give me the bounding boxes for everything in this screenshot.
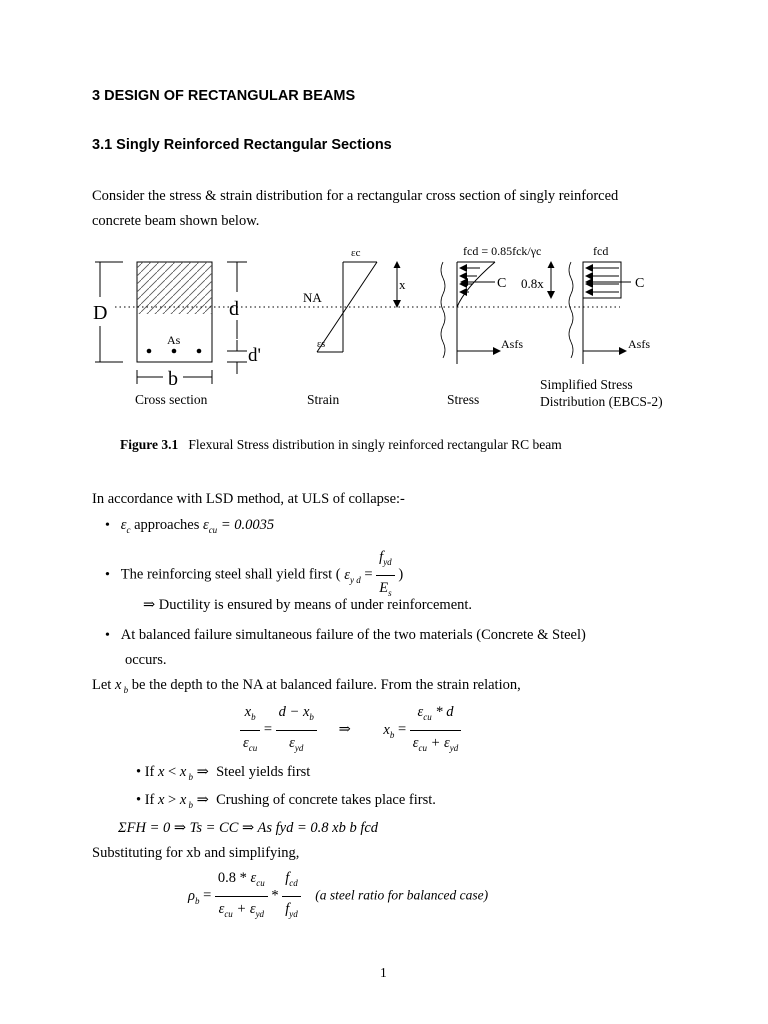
- rho-note: (a steel ratio for balanced case): [315, 887, 489, 903]
- label-b: b: [168, 368, 178, 390]
- label-C-simplified: C: [635, 276, 645, 291]
- rebar-dot: [172, 349, 177, 354]
- page-number: 1: [380, 965, 387, 980]
- label-NA: NA: [303, 290, 322, 305]
- label-As: As: [167, 333, 181, 347]
- fyd-over-Es-fraction: $\frac{f_{yd}}{E_s}$: [376, 545, 395, 606]
- label-fcd: fcd: [593, 244, 609, 258]
- figure-caption-text: Flexural Stress distribution in singly reinforced rectangular RC beam: [188, 437, 562, 452]
- label-eps-c: εc: [351, 247, 361, 259]
- xb-definition: Let x $_b$ be the depth to the NA at balanced failure. From the strain relation,: [92, 677, 521, 695]
- stress-diagram: [441, 244, 541, 407]
- balanced-strain-equation: $\frac{x_b}{\varepsilon_{cu}}$ = $\frac{d - x_b}{\varepsilon_{yd}}$ ⇒ $x_b$ = $\frac{\varepsilon_{cu} * d}{\varepsilon_{cu} + \varepsilon_{yd}}$: [240, 700, 461, 750]
- label-D: D: [93, 302, 108, 324]
- lsd-intro: In accordance with LSD method, at ULS of collapse:-: [92, 491, 405, 507]
- chapter-heading: 3 DESIGN OF RECTANGULAR BEAMS: [92, 88, 356, 104]
- figure-caption: [120, 437, 562, 453]
- label-x: x: [399, 277, 406, 292]
- rebar-dot: [197, 349, 202, 354]
- condition-2: • If x > x $_b$ ⇒ Crushing of concrete takes place first.: [136, 792, 436, 810]
- caption-strain: Strain: [307, 392, 340, 407]
- condition-1: • If x < x $_b$ ⇒ Steel yields first: [136, 764, 311, 782]
- label-C-stress: C: [497, 276, 507, 291]
- force-equilibrium: ΣFH = 0 ⇒ Ts = CC ⇒ As fyd = 0.8 xb b fcd: [118, 820, 379, 836]
- label-Asfs-simplified: Asfs: [628, 337, 651, 351]
- label-Asfs-stress: Asfs: [501, 337, 524, 351]
- label-eps-s: εs: [317, 339, 326, 350]
- intro-line-1: Consider the stress & strain distribution for a rectangular cross section of singly reinforced: [92, 188, 619, 204]
- caption-simplified-1: Simplified Stress: [540, 377, 633, 392]
- caption-simplified-2: Distribution (EBCS-2): [540, 394, 663, 409]
- intro-line-2: concrete beam shown below.: [92, 213, 260, 229]
- balanced-steel-ratio-equation: $\rho_b$ = $\frac{0.8 * \varepsilon_{cu}}{\varepsilon_{cu} + \varepsilon_{yd}}$ * $\frac{f_{cd}}{f_{yd}}$ (a steel ratio for balanced case): [188, 866, 488, 914]
- bullet-3-line-2: occurs.: [125, 652, 167, 668]
- bullet-2: • The reinforcing steel shall yield first ( $\varepsilon_{y d}$ = $\frac{f_{yd}}{E_s}$ ): [105, 545, 403, 585]
- figure-3-1: [85, 240, 705, 415]
- strain-diagram: [303, 247, 406, 407]
- cross-section: [93, 262, 261, 407]
- caption-cross-section: Cross section: [135, 392, 208, 407]
- substitution-line: Substituting for xb and simplifying,: [92, 845, 300, 861]
- label-0-8x: 0.8x: [521, 276, 544, 291]
- ductility-line: ⇒ Ductility is ensured by means of under reinforcement.: [143, 597, 473, 613]
- caption-stress: Stress: [447, 392, 480, 407]
- label-fcd-equation: fcd = 0.85fck/γc: [463, 244, 542, 258]
- label-d: d: [229, 298, 239, 320]
- simplified-stress-diagram: [521, 244, 663, 409]
- figure-caption-label: Figure 3.1: [120, 437, 179, 452]
- label-d-prime: d': [248, 345, 261, 366]
- section-heading: 3.1 Singly Reinforced Rectangular Sections: [92, 137, 392, 153]
- bullet-3: • At balanced failure simultaneous failure of the two materials (Concrete & Steel): [105, 627, 586, 643]
- rebar-dot: [147, 349, 152, 354]
- bullet-1: • $\varepsilon_c$ approaches $\varepsilon_{cu} = 0.0035$: [105, 517, 275, 535]
